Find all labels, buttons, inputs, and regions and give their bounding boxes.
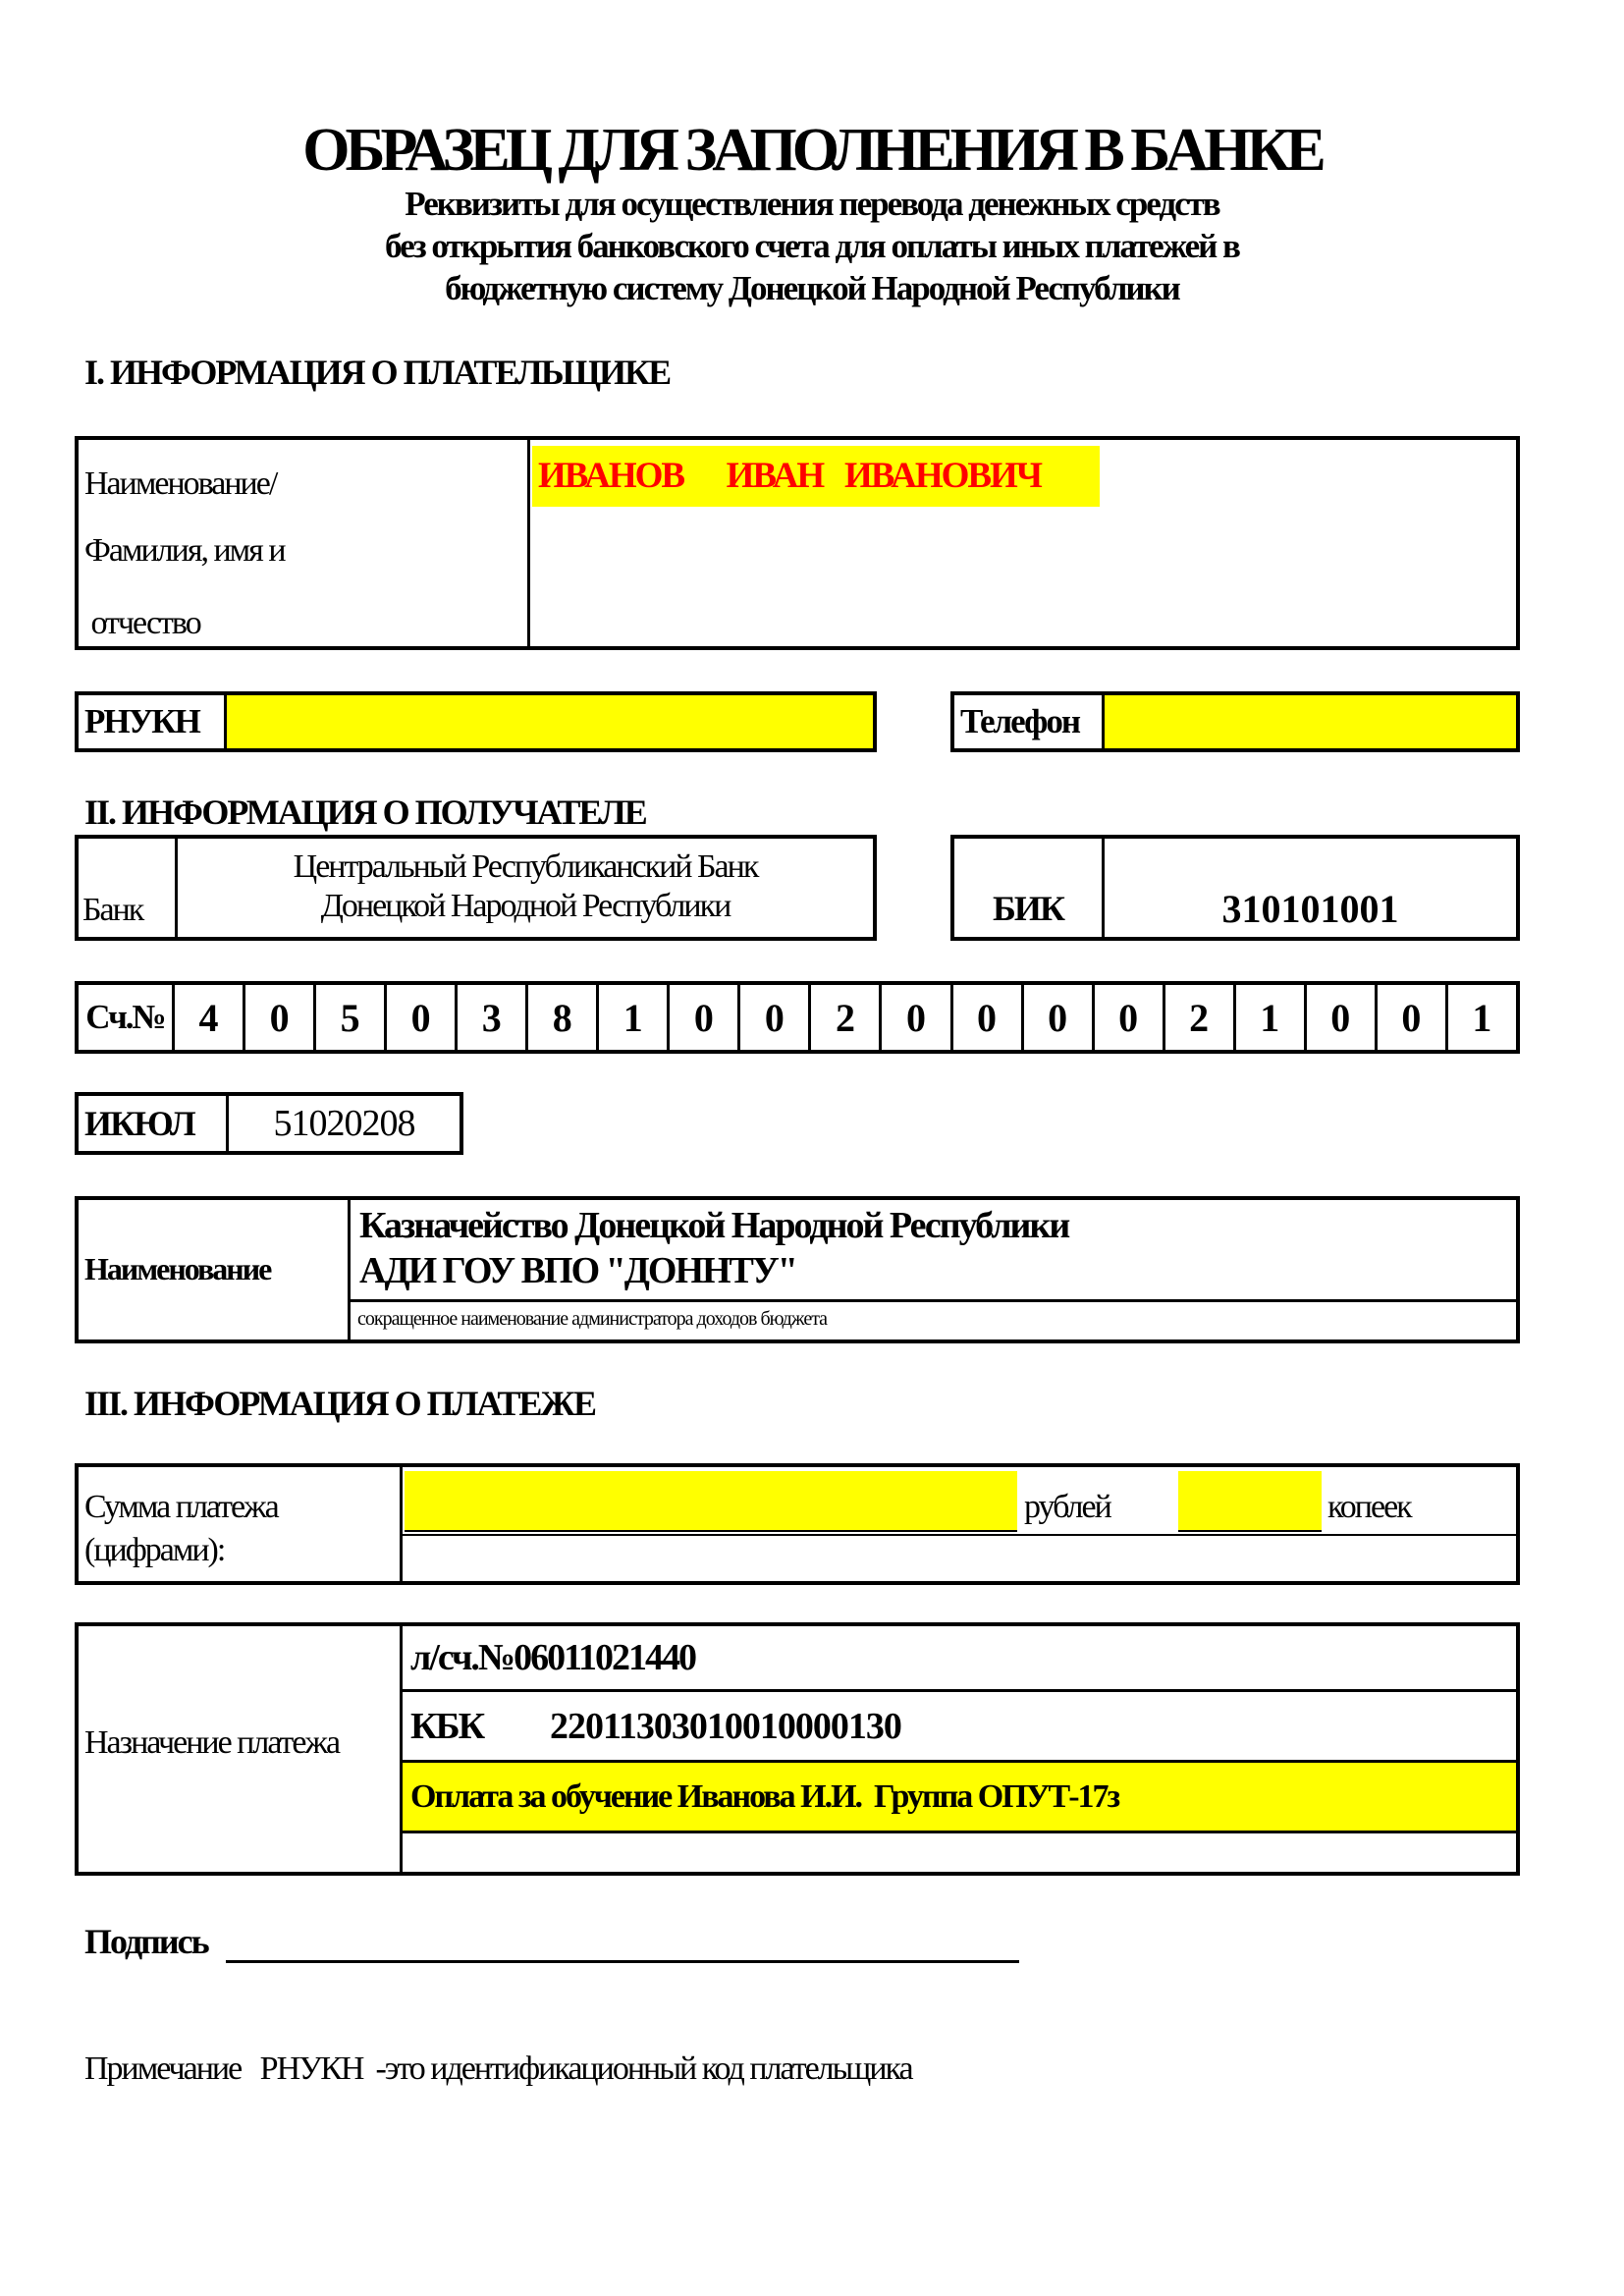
account-digit: 0 [953,985,1024,1050]
purpose-label: Назначение платежа [84,1724,340,1761]
payer-name-label-1: Наименование/ [84,465,277,502]
org-divider [348,1200,351,1339]
org-label: Наименование [84,1251,271,1286]
purpose-box [75,1622,1520,1876]
account-digit: 8 [528,985,599,1050]
account-digit: 0 [1024,985,1095,1050]
account-digit: 2 [1165,985,1236,1050]
account-digit: 0 [1307,985,1378,1050]
kopecks-label: копеек [1327,1489,1411,1525]
payer-name-divider [527,440,530,646]
kopecks-field[interactable] [1178,1471,1322,1532]
section-payer-title: I. ИНФОРМАЦИЯ О ПЛАТЕЛЬЩИКЕ [84,353,671,392]
signature-label: Подпись [84,1922,208,1961]
account-digit: 0 [740,985,811,1050]
bank-name-line-1: Центральный Республиканский Банк [293,848,758,885]
rubles-label: рублей [1024,1489,1110,1525]
rubles-field[interactable] [405,1471,1017,1532]
account-digit: 0 [1095,985,1165,1050]
bik-box [950,835,1520,941]
amount-label-2: (цифрами): [84,1532,225,1568]
account-digit: 4 [175,985,245,1050]
bik-value: 310101001 [1221,887,1399,931]
purpose-extra-field[interactable] [403,1833,1516,1872]
org-caption-rule [351,1299,1516,1302]
subtitle-line-3: бюджетную систему Донецкой Народной Республики [445,269,1179,307]
account-number-row [75,981,1520,1054]
bank-label: Банк [82,892,143,928]
section-payment-title: III. ИНФОРМАЦИЯ О ПЛАТЕЖЕ [84,1384,595,1423]
amount-box [75,1463,1520,1585]
org-box [75,1196,1520,1343]
account-digit: 3 [458,985,528,1050]
rnukn-label: РНУКН [84,702,199,740]
amount-label-1: Сумма платежа [84,1489,278,1525]
signature-line[interactable] [226,1960,1019,1963]
amount-inner-rule [403,1534,1516,1536]
payer-name-value[interactable]: ИВАНОВ ИВАН ИВАНОВИЧ [532,446,1100,507]
ikul-value: 51020208 [273,1103,415,1144]
amount-divider [400,1467,403,1581]
phone-field[interactable] [1105,695,1516,748]
org-name-line-1: Казначейство Донецкой Народной Республики [359,1205,1069,1246]
bank-name-line-2: Донецкой Народной Республики [320,888,731,924]
kbk-value: 22011303010010000130 [550,1706,901,1747]
subtitle-line-2: без открытия банковского счета для оплаты иных платежей в [385,227,1239,265]
ikul-label: ИКЮЛ [84,1104,194,1143]
account-digits [175,985,1516,1050]
bik-label: БИК [993,889,1063,928]
payer-name-box [75,436,1520,650]
footer-note: Примечание РНУКН -это идентификационный код плательщика [84,2050,912,2087]
phone-box [950,691,1520,752]
account-digit: 1 [1236,985,1307,1050]
payer-name-label-2: Фамилия, имя и [84,532,285,569]
account-digit: 1 [1472,995,1492,1040]
page-title: ОБРАЗЕЦ ДЛЯ ЗАПОЛНЕНИЯ В БАНКЕ [302,117,1322,184]
purpose-text-field[interactable] [403,1763,1516,1831]
section-recipient-title: II. ИНФОРМАЦИЯ О ПОЛУЧАТЕЛЕ [84,793,646,832]
phone-label: Телефон [960,702,1080,740]
account-digit: 0 [245,985,316,1050]
org-name-line-2: АДИ ГОУ ВПО "ДОННТУ" [359,1250,796,1291]
kbk-label: КБК [410,1706,484,1747]
account-digit: 2 [811,985,882,1050]
account-digit: 1 [599,985,670,1050]
subtitle-line-1: Реквизиты для осуществления перевода денежных средств [405,185,1219,223]
account-digit: 5 [316,985,387,1050]
account-digit: 0 [1378,985,1448,1050]
purpose-text: Оплата за обучение Иванова И.И. Группа ОПУТ-17з [410,1778,1119,1815]
account-digit: 0 [670,985,740,1050]
rnukn-box [75,691,877,752]
account-label: Сч.№ [79,985,175,1050]
ikul-box [75,1092,463,1155]
personal-account-line: л/сч.№06011021440 [410,1637,696,1678]
purpose-rule-1 [403,1689,1516,1692]
payer-name-label-3: отчество [84,605,200,641]
rnukn-field[interactable] [227,695,873,748]
org-caption: сокращенное наименование администратора доходов бюджета [357,1308,828,1330]
account-digit: 0 [882,985,952,1050]
bank-box [75,835,877,941]
account-digit: 0 [387,985,458,1050]
